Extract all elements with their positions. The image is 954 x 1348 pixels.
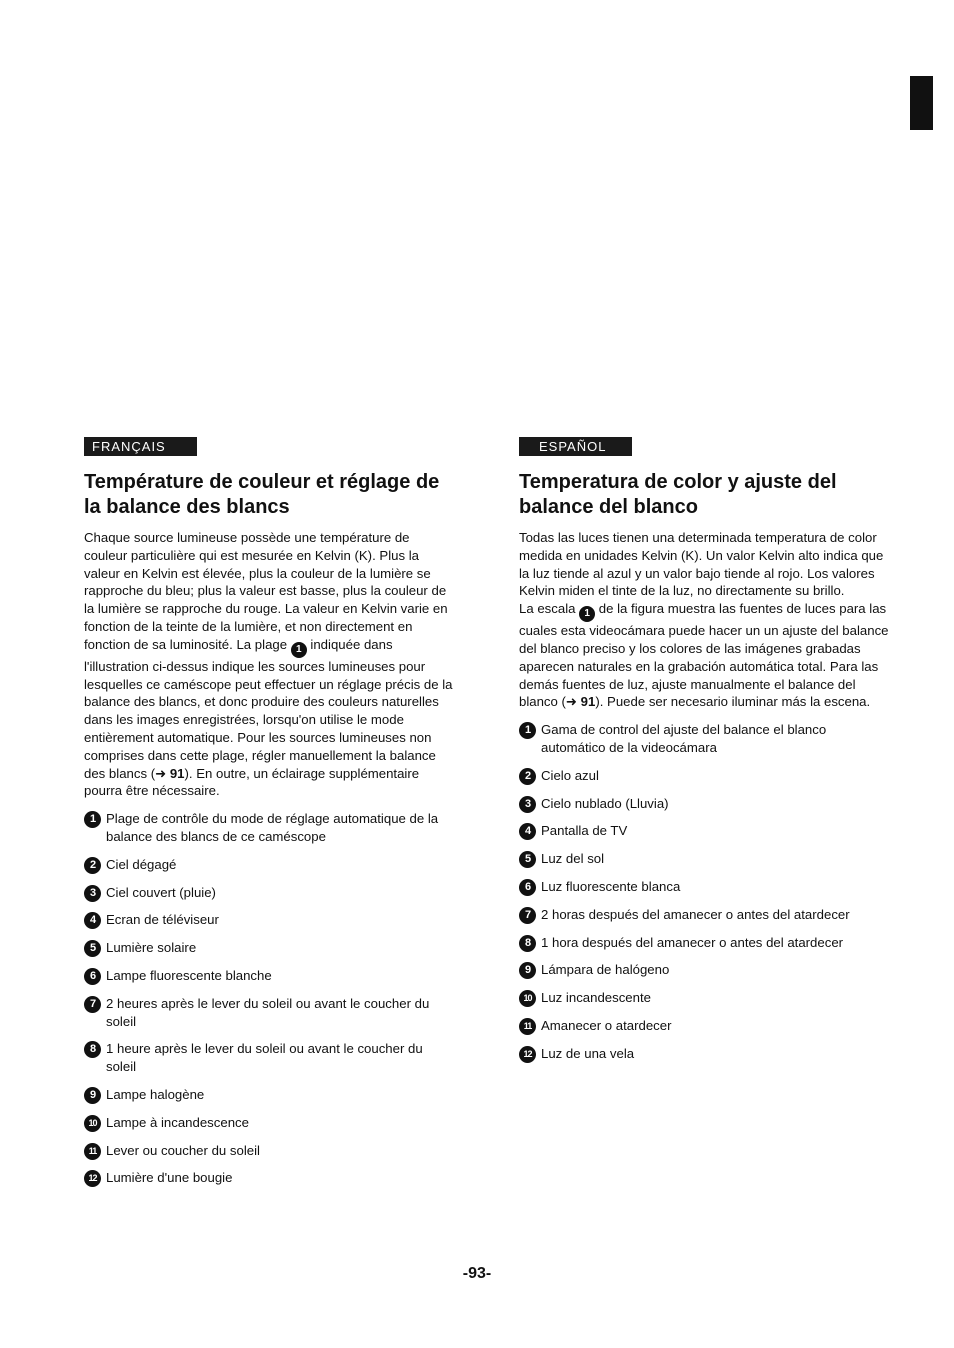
number-badge-icon: 11: [519, 1018, 536, 1035]
number-badge-icon: 8: [84, 1041, 101, 1058]
number-badge-icon: 12: [84, 1170, 101, 1187]
legend-text: Amanecer o atardecer: [541, 1017, 672, 1033]
paragraph-text: La escala: [519, 601, 576, 617]
list-item: [84, 1114, 454, 1132]
legend-text: Ciel dégagé: [106, 856, 177, 872]
legend-text: Luz de una vela: [541, 1045, 635, 1061]
paragraph-text: de la figura muestra las fuentes de luces para las cuales esta videocámara puede hacer un un ajuste del balance del blanco preciso y los colores de las imágenes grabadas aparecen naturales en la grabación automática total. Para las demás fuentes de luz, ajuste manualmente el balance del blanco (: [519, 601, 889, 710]
list-item: [519, 1017, 889, 1035]
list-item: [519, 822, 889, 840]
legend-text: Luz incandescente: [541, 990, 651, 1006]
legend-text: Cielo azul: [541, 767, 599, 783]
legend-list-french: [84, 810, 454, 1187]
number-badge-icon: 8: [519, 935, 536, 952]
list-item: [519, 795, 889, 813]
list-item: [84, 810, 454, 846]
list-item: [519, 989, 889, 1007]
list-item: [519, 934, 889, 952]
legend-text: 1 heure après le lever du soleil ou avant le coucher du soleil: [106, 1041, 423, 1075]
number-badge-icon: 5: [519, 851, 536, 868]
number-badge-icon: 5: [84, 940, 101, 957]
number-badge-icon: 12: [519, 1046, 536, 1063]
legend-text: Ecran de téléviseur: [106, 912, 219, 928]
section-title-french: Température de couleur et réglage de la balance des blancs: [84, 471, 440, 518]
list-item: [84, 1169, 454, 1187]
list-item: [84, 911, 454, 929]
list-item: [84, 939, 454, 957]
number-badge-icon: 3: [519, 796, 536, 813]
french-column: [84, 437, 454, 1197]
number-badge-icon: 4: [519, 823, 536, 840]
paragraph: Todas las luces tienen una determinada temperatura de color medida en unidades Kelvin (K). Un valor Kelvin alto indica que la luz tiende al azul y un valor bajo tiende al rojo. Los valores Kelvin miden el tinte de la luz, no directamente su brillo.: [519, 530, 884, 599]
number-badge-icon: 1: [84, 811, 101, 828]
legend-text: 2 horas después del amanecer o antes del atardecer: [541, 906, 850, 922]
number-badge-icon: 3: [84, 885, 101, 902]
legend-text: 2 heures après le lever du soleil ou avant le coucher du soleil: [106, 995, 430, 1029]
list-item: [84, 884, 454, 902]
paragraph-text: Chaque source lumineuse possède une température de couleur particulière qui est mesurée en Kelvin (K). Plus la valeur en Kelvin est élevée, plus la couleur de la lumière se rapproche du bleu; plus la valeur est basse, plus la couleur de la lumière se rapproche du rouge. La valeur en Kelvin varie en fonction de la teinte de la lumière, et non directement en fonction de sa luminosité. La plage: [84, 530, 448, 652]
list-item: [519, 850, 889, 868]
number-badge-icon: 4: [84, 912, 101, 929]
paragraph-text: indiquée dans l'illustration ci-dessus indique les sources lumineuses pour lesquelles ce caméscope peut effectuer un réglage précis de la balance des blancs, et donc produire des couleurs naturelles dans les images enregistrées, lorsqu'on utilise le mode entièrement automatique. Pour les sources lumineuses non comprises dans cette plage, régler manuellement la balance des blancs (: [84, 636, 453, 781]
page-number: -93-: [462, 1265, 492, 1282]
page-edge-tab: [910, 76, 933, 130]
legend-text: Lámpara de halógeno: [541, 962, 670, 978]
list-item: [519, 878, 889, 896]
body-text-french: [84, 529, 454, 800]
list-item: [519, 721, 889, 757]
paragraph-text: ). Puede ser necesario iluminar más la escena.: [595, 694, 871, 710]
paragraph: [519, 600, 889, 711]
number-badge-icon: 2: [84, 857, 101, 874]
list-item: [84, 967, 454, 985]
legend-text: Pantalla de TV: [541, 823, 628, 839]
body-text-spanish: [519, 529, 889, 711]
number-badge-icon: 6: [84, 968, 101, 985]
language-label-spanish: ESPAÑOL: [519, 437, 632, 456]
legend-list-spanish: [519, 721, 889, 1062]
page-reference: ➜ 91: [565, 694, 596, 710]
list-item: [84, 1040, 454, 1076]
list-item: [519, 906, 889, 924]
number-badge-icon: 1: [519, 722, 536, 739]
paragraph-text: ). En outre, un éclairage supplémentaire pourra être nécessaire.: [84, 765, 420, 799]
legend-text: Lampe fluorescente blanche: [106, 967, 272, 983]
language-label-french: FRANÇAIS: [84, 437, 197, 456]
legend-text: Lumière solaire: [106, 940, 197, 956]
number-badge-icon: 9: [84, 1087, 101, 1104]
number-badge-icon: 7: [519, 907, 536, 924]
list-item: [519, 1045, 889, 1063]
list-item: [84, 856, 454, 874]
legend-text: Ciel couvert (pluie): [106, 884, 216, 900]
legend-text: 1 hora después del amanecer o antes del atardecer: [541, 934, 844, 950]
legend-text: Lampe à incandescence: [106, 1114, 249, 1130]
list-item: [84, 1142, 454, 1160]
legend-text: Luz fluorescente blanca: [541, 878, 681, 894]
legend-text: Gama de control del ajuste del balance el blanco automático de la videocámara: [541, 722, 827, 755]
page-reference: ➜ 91: [155, 765, 185, 781]
number-badge-icon: 6: [519, 879, 536, 896]
list-item: [519, 961, 889, 979]
legend-text: Lumière d'une bougie: [106, 1170, 233, 1186]
number-badge-icon: 11: [84, 1143, 101, 1160]
number-1-icon: 1: [291, 642, 307, 658]
number-badge-icon: 9: [519, 962, 536, 979]
legend-text: Lever ou coucher du soleil: [106, 1142, 260, 1158]
paragraph: [84, 529, 454, 800]
legend-text: Luz del sol: [541, 851, 605, 867]
list-item: [84, 1086, 454, 1104]
legend-text: Plage de contrôle du mode de réglage automatique de la balance des blancs de ce caméscope: [106, 811, 439, 844]
number-badge-icon: 7: [84, 996, 101, 1013]
list-item: [519, 767, 889, 785]
list-item: [84, 995, 454, 1031]
spanish-column: [519, 437, 889, 1073]
legend-text: Lampe halogène: [106, 1086, 205, 1102]
number-1-icon: 1: [579, 606, 595, 622]
number-badge-icon: 10: [84, 1115, 101, 1132]
number-badge-icon: 2: [519, 768, 536, 785]
section-title-spanish: Temperatura de color y ajuste del balance del blanco: [519, 471, 837, 518]
number-badge-icon: 10: [519, 990, 536, 1007]
legend-text: Cielo nublado (Lluvia): [541, 795, 669, 811]
